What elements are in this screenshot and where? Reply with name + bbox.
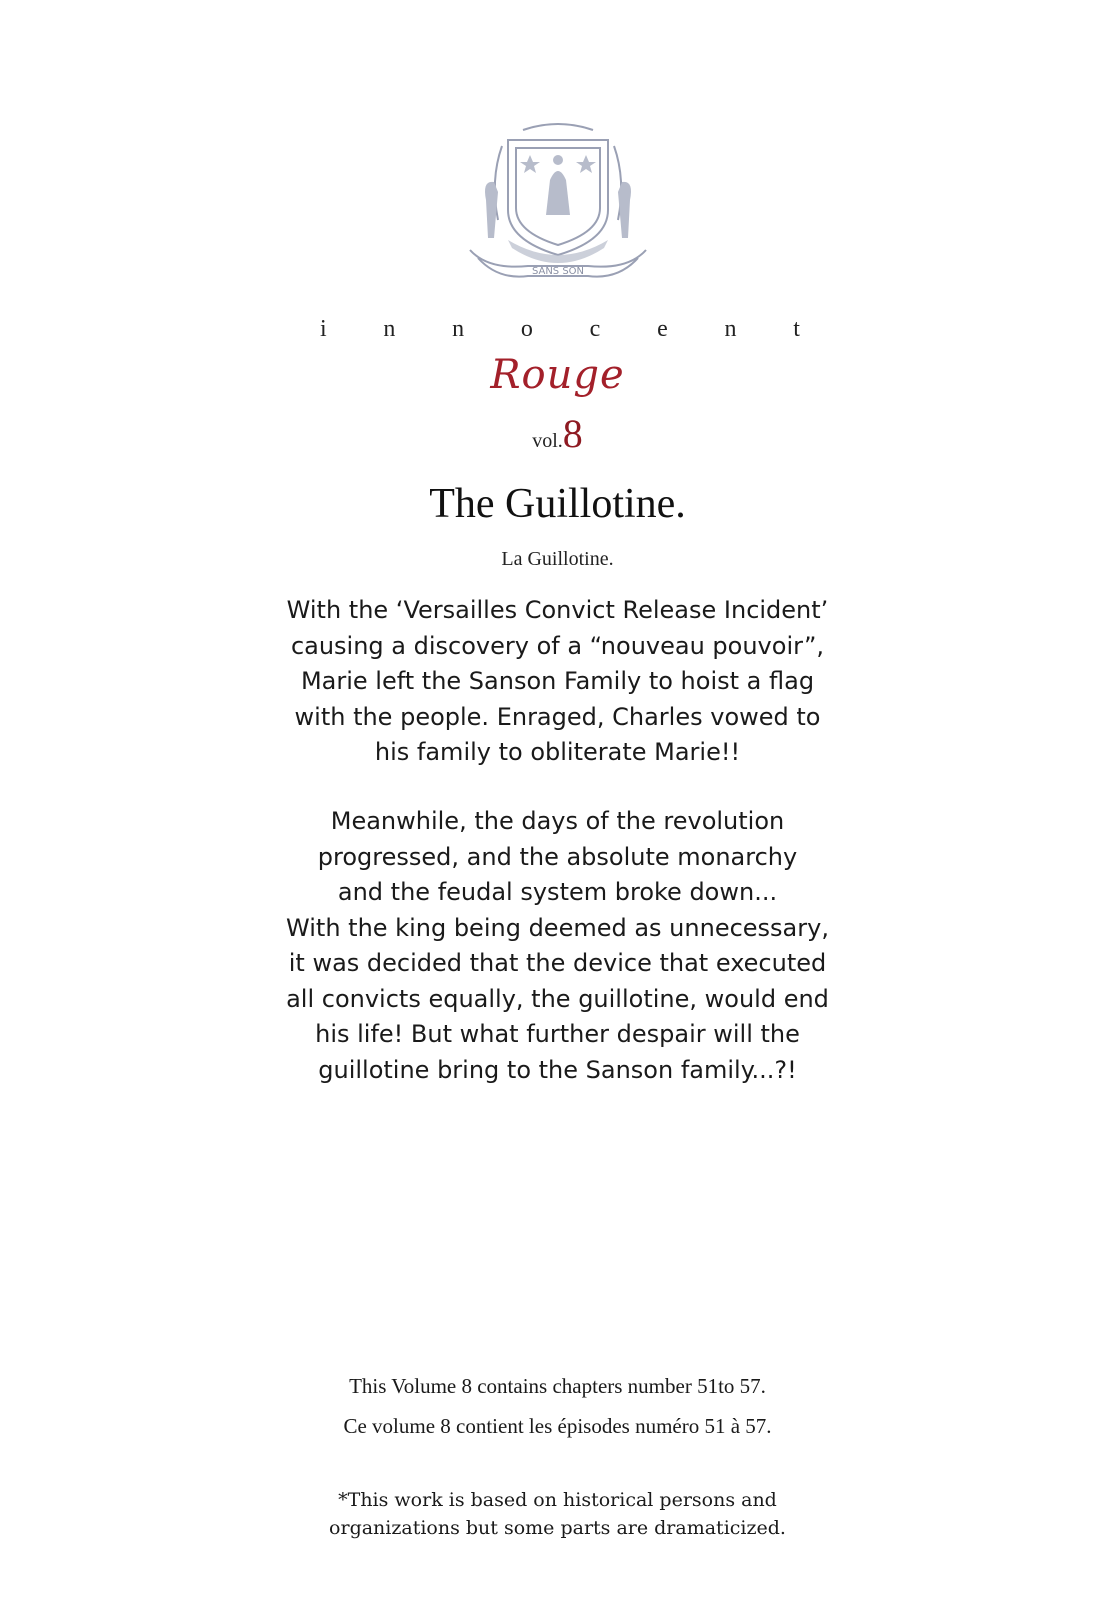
historical-disclaimer [0,1486,1115,1542]
volume-subtitle: La Guillotine. [501,548,614,570]
summary-paragraph-1 [0,593,1115,771]
series-letter: o [520,316,533,342]
summary-line: his life! But what further despair will the [315,1020,800,1048]
series-letter: e [657,316,668,342]
volume-indicator [0,410,1115,457]
disclaimer-line: *This work is based on historical persons and [338,1489,777,1511]
disclaimer-line: organizations but some parts are dramaticized. [329,1517,786,1539]
summary-line: causing a discovery of a “nouveau pouvoir”, [290,631,825,660]
summary-line: with the people. Enraged, Charles vowed to [294,702,821,731]
summary-line: With the ‘Versailles Convict Release Incident’ [286,596,829,624]
chapters-note-french: Ce volume 8 contient les épisodes numéro 51 à 57. [343,1414,772,1438]
series-letter: n [383,316,396,342]
summary-line: it was decided that the device that executed [288,949,827,977]
series-title-letters [320,316,800,343]
summary-line: progressed, and the absolute monarchy [317,842,798,871]
summary-line: guillotine bring to the Sanson family...?! [318,1055,797,1084]
series-letter: t [793,316,800,342]
chapters-note-english: This Volume 8 contains chapters number 51to 57. [349,1374,766,1398]
volume-label: vol. [532,430,563,452]
sanson-coat-of-arms [468,120,648,290]
series-letter: n [724,316,737,342]
volume-number: 8 [562,411,583,456]
series-letter: i [320,316,327,342]
crest-motto: SANS SON [531,266,585,277]
summary-paragraph-2 [0,804,1115,1088]
volume-title: The Guillotine. [429,481,686,527]
series-letter: c [589,316,601,342]
summary-line: Marie left the Sanson Family to hoist a flag [300,667,815,695]
summary-line: and the feudal system broke down... [337,878,778,906]
summary-line: With the king being deemed as unnecessary, [286,913,829,942]
summary-line: his family to obliterate Marie!! [374,738,741,766]
summary-line: all convicts equally, the guillotine, would end [286,984,829,1013]
summary-line: Meanwhile, the days of the revolution [330,807,785,835]
series-letter: n [452,316,465,342]
series-script-logo: Rouge [490,352,625,398]
